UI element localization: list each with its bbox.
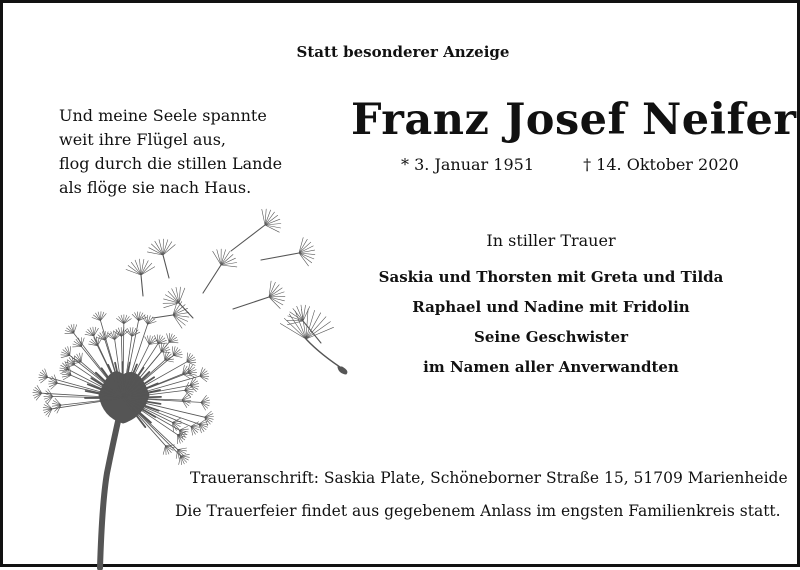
mourning-intro: In stiller Trauer <box>351 230 751 252</box>
birth-date: * 3. Januar 1951 <box>401 155 534 174</box>
poem-line: flog durch die stillen Lande <box>59 152 282 176</box>
notice-header: Statt besonderer Anzeige <box>3 43 800 61</box>
poem-line: Und meine Seele spannte <box>59 104 282 128</box>
death-date: † 14. Oktober 2020 <box>583 155 739 174</box>
mourner-line: Raphael und Nadine mit Fridolin <box>351 292 751 322</box>
mourner-line: im Namen aller Anverwandten <box>351 352 751 382</box>
deceased-name: Franz Josef Neifer <box>351 95 751 145</box>
mourning-address: Traueranschrift: Saskia Plate, Schöneborner Straße 15, 51709 Marienheide <box>190 469 788 487</box>
mourner-line: Saskia und Thorsten mit Greta und Tilda <box>351 262 751 292</box>
ceremony-note: Die Trauerfeier findet aus gegebenem Anlass im engsten Familienkreis statt. <box>175 502 781 520</box>
poem-line: weit ihre Flügel aus, <box>59 128 282 152</box>
poem-line: als flöge sie nach Haus. <box>59 176 282 200</box>
mourner-line: Seine Geschwister <box>351 322 751 352</box>
